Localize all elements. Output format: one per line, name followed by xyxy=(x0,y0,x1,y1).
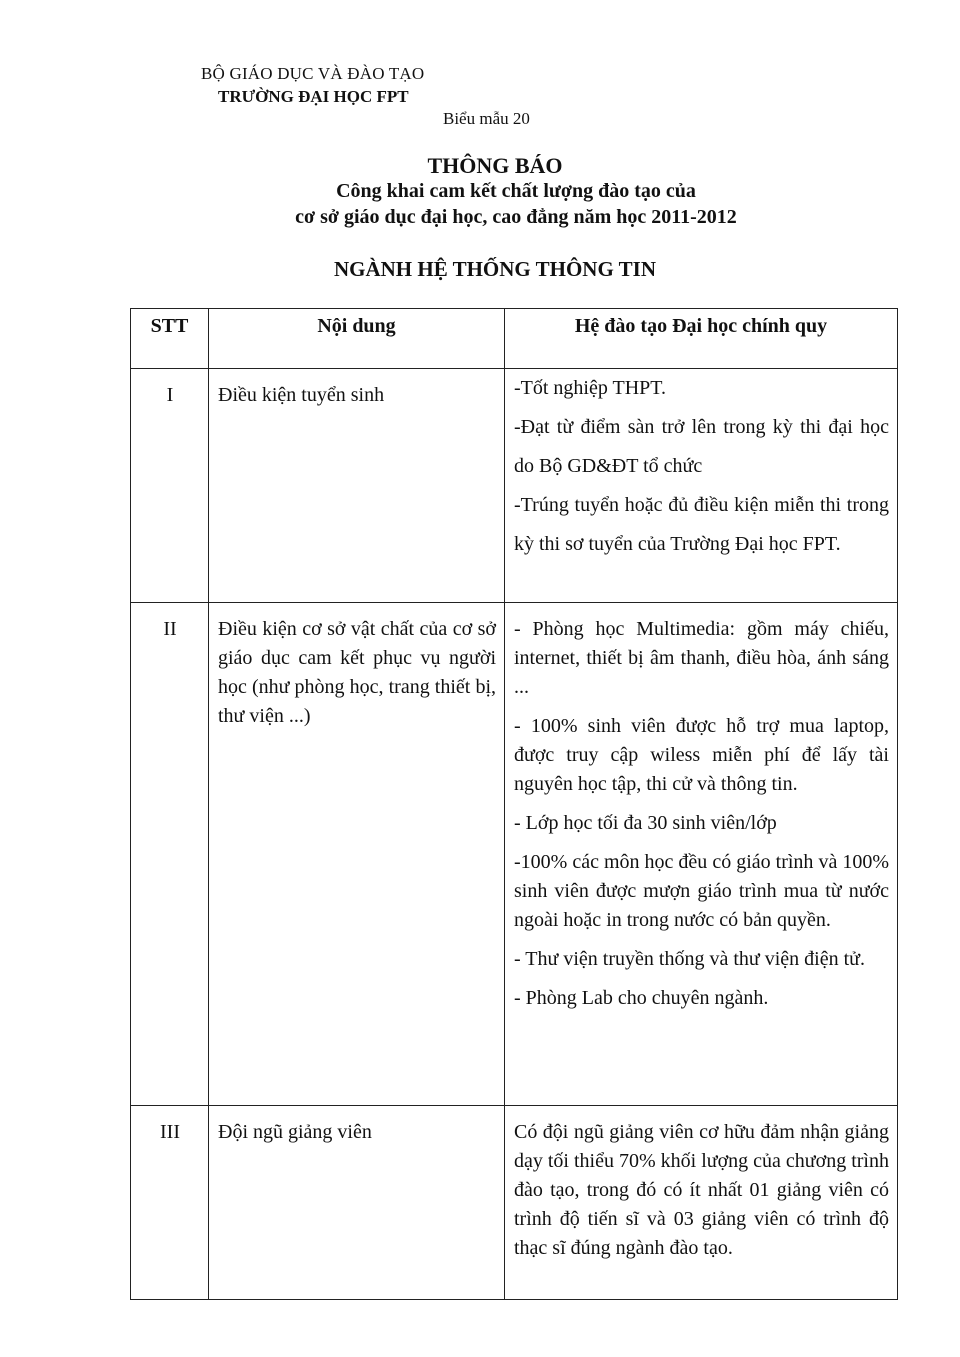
major-heading: NGÀNH HỆ THỐNG THÔNG TIN xyxy=(333,257,657,281)
detail-item: -100% các môn học đều có giáo trình và 100% sinh viên được mượn giáo trình mua từ nước ngoài hoặc in trong nước có bản quyền. xyxy=(514,851,889,931)
table-row xyxy=(131,603,898,1106)
row-details-cell xyxy=(505,369,898,603)
row-stt-cell xyxy=(131,1106,209,1300)
table-row xyxy=(131,1106,898,1300)
row-content-cell xyxy=(209,603,505,1106)
row-content: Điều kiện cơ sở vật chất của cơ sở giáo dục cam kết phục vụ người học (như phòng học, trang thiết bị, thư viện ...) xyxy=(218,618,496,727)
detail-item: - Lớp học tối đa 30 sinh viên/lớp xyxy=(514,812,777,834)
row-stt: III xyxy=(160,1121,180,1143)
row-stt-cell xyxy=(131,369,209,603)
row-details-cell xyxy=(505,603,898,1106)
document-title: THÔNG BÁO xyxy=(427,153,563,178)
school-name: TRƯỜNG ĐẠI HỌC FPT xyxy=(218,87,409,106)
detail-item: - 100% sinh viên được hỗ trợ mua laptop, được truy cập wiless miễn phí để lấy tài nguyên học tập, thi cử và thông tin. xyxy=(514,715,889,795)
document-subtitle-line1: Công khai cam kết chất lượng đào tạo của xyxy=(336,180,696,202)
detail-item: - Thư viện truyền thống và thư viện điện tử. xyxy=(514,948,865,970)
detail-item: -Tốt nghiệp THPT. xyxy=(514,377,667,399)
row-details-cell xyxy=(505,1106,898,1300)
row-content: Điều kiện tuyển sinh xyxy=(218,384,385,406)
detail-item: -Đạt từ điểm sàn trở lên trong kỳ thi đại học do Bộ GD&ĐT tổ chức xyxy=(514,416,889,477)
detail-item: -Trúng tuyển hoặc đủ điều kiện miễn thi trong kỳ thi sơ tuyển của Trường Đại học FPT. xyxy=(514,494,889,555)
header-stt: STT xyxy=(131,309,209,369)
row-content: Đội ngũ giảng viên xyxy=(218,1121,372,1143)
row-stt: I xyxy=(166,384,174,406)
detail-item: - Phòng Lab cho chuyên ngành. xyxy=(514,987,769,1009)
commitment-table xyxy=(130,308,898,1300)
document-subtitle-line2: cơ sở giáo dục đại học, cao đẳng năm học 2011-2012 xyxy=(295,206,737,228)
row-stt-cell xyxy=(131,603,209,1106)
row-stt: II xyxy=(163,618,177,640)
row-content-cell xyxy=(209,369,505,603)
table-header-row xyxy=(131,309,898,369)
detail-item: Có đội ngũ giảng viên cơ hữu đảm nhận giảng dạy tối thiểu 70% khối lượng của chương trình đào tạo, trong đó có ít nhất 01 giảng viên có trình độ tiến sĩ và 03 giảng viên có trình độ thạc sĩ đúng ngành đào tạo. xyxy=(514,1121,889,1259)
table-row xyxy=(131,369,898,603)
detail-item: - Phòng học Multimedia: gồm máy chiếu, internet, thiết bị âm thanh, điều hòa, ánh sáng ... xyxy=(514,618,889,698)
header-program: Hệ đào tạo Đại học chính quy xyxy=(505,309,898,369)
row-content-cell xyxy=(209,1106,505,1300)
form-number: Biểu mẫu 20 xyxy=(443,109,530,128)
ministry-name: BỘ GIÁO DỤC VÀ ĐÀO TẠO xyxy=(201,64,425,83)
header-content: Nội dung xyxy=(209,309,505,369)
